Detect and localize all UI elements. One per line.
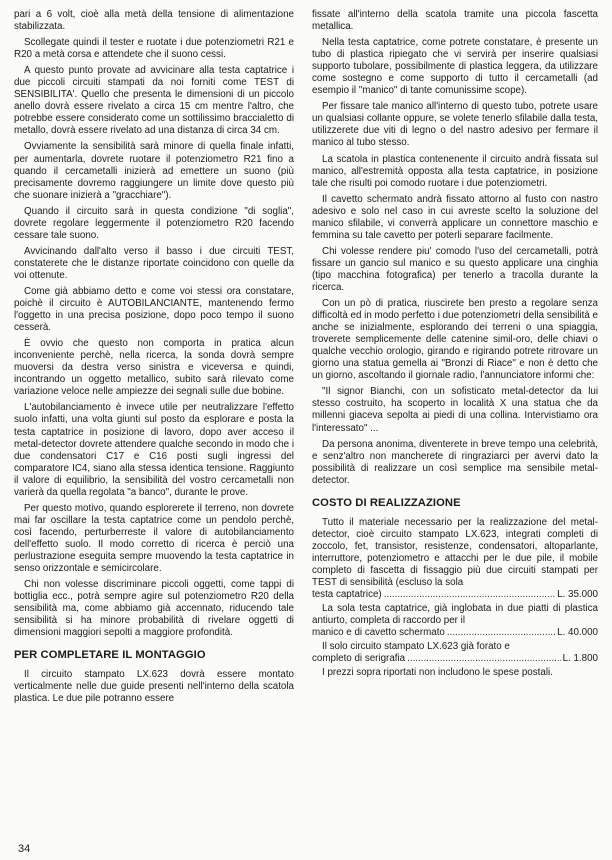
section-heading: PER COMPLETARE IL MONTAGGIO [14, 649, 206, 662]
paragraph: È ovvio che questo non comporta in pratica alcun inconveniente perchè, nella ricerca, la sonda dovrà sempre muoversi da destra verso sinistra e viceversa e quindi, incontrando un oggetto metallico, subito sarà rilevato come variazione veloce nelle ampiezze dei segnali sulle due bobine. [14, 338, 294, 398]
cost-item-price: L. 40.000 [557, 627, 598, 639]
cost-line [312, 627, 598, 639]
cost-line [312, 653, 598, 665]
cost-item-label: completo di serigrafia [312, 653, 406, 665]
cost-item-label: manico e di cavetto schermato [312, 627, 445, 639]
paragraph: Per questo motivo, quando esplorerete il terreno, non dovrete mai far oscillare la testa captatrice come un pendolo perchè, così facendo, perturberreste il valore di autobilanciamento dell'effetto suolo. Il modo corretto di ricerca è perciò una perlustrazione eseguita sempre muovendo la testa captatrice in senso orizzontale e semicircolare. [14, 502, 294, 575]
paragraph: Da persona anonima, diventerete in breve tempo una celebrità, e senz'altro non mancherete di ringraziarci per avervi dato la possibilità di realizzare un così semplice ma sensibile metal-detector. [312, 438, 598, 486]
paragraph: Ovviamente la sensibilità sarà minore di quella finale infatti, per aumentarla, dovrete ruotare il potenziometro R21 fino a quando il cercametalli inizierà ad emettere un suono (più precisamente dovremo raggiungere un limite dove questo più che suonare inizierà a "gracchiare"). [14, 141, 294, 201]
section-heading: COSTO DI REALIZZAZIONE [312, 496, 461, 509]
cost-intro: Tutto il materiale necessario per la realizzazione del metal-detector, cioè circuito stampato LX.623, integrati completi di zoccolo, fet, transistor, resistenze, condensatori, altoparlante, interruttore, potenziometro e attacchi per le due pile, il mobile completo di fascetta di fissaggio più due circuiti stampati per TEST di sensibilità (escluso la sola [312, 516, 598, 589]
paragraph: A questo punto provate ad avvicinare alla testa captatrice i due piccoli circuiti stampati da noi forniti come TEST di SENSIBILITA'. Quello che presenta le dimensioni di un piccolo anello dovrà essere rivelato a circa 15 cm mentre l'altro, che potrebbe essere considerato come un sottilissimo braccialetto di metallo, dovrà essere rivelato ad una distanza di circa 34 cm. [14, 65, 294, 137]
paragraph: Il circuito stampato LX.623 dovrà essere montato verticalmente nelle due guide presenti nell'interno della scatola plastica. Le due pile potranno essere [14, 669, 294, 705]
paragraph: Quando il circuito sarà in questa condizione "di soglia", dovrete regolare leggermente il potenziometro R20 facendo cessare tale suono. [14, 205, 294, 241]
paragraph: L'autobilanciamento è invece utile per neutralizzare l'effetto suolo infatti, una volta giunti sul posto da esplorare e posta la testa captatrice in posizione di lavoro, dopo aver acceso il metal-detector dovrete attendere qualche secondo in modo che i due condensatori C17 e C16 posti sugli ingressi del comparatore IC4, siano alla stessa identica tensione. Raggiunto il valore di equilibrio, la sensibilità del vostro cercametalli non varierà da quella regolata "a banco", durante le prove. [14, 402, 294, 498]
paragraph: Scollegate quindi il tester e ruotate i due potenziometri R21 e R20 a metà corsa e attendete che il suono cessi. [14, 37, 294, 61]
cost-item-price: L. 1.800 [562, 653, 598, 665]
paragraph: Nella testa captatrice, come potrete constatare, è presente un tubo di plastica ripiegato che vi servirà per inserire qualsiasi supporto tubolare, possibilmente di plastica leggera, da utilizzare come sostegno e come supporto di tutto il cercametalli (ad esempio il "manico" di tante comunissime scope). [312, 37, 598, 97]
dot-leader [407, 653, 560, 665]
dot-leader [447, 627, 555, 639]
dot-leader [384, 589, 555, 601]
paragraph: Avvicinando dall'alto verso il basso i due circuiti TEST, constaterete che le distanze riportate coincidono con quelle da voi ottenute. [14, 245, 294, 281]
quote-paragraph: "Il signor Bianchi, con un sofisticato metal-detector da lui stesso costruito, ha scoperto in località X una statua che da millenni giaceva sepolta ai piedi di una collina. Intervistiamo ora l'interessato" ... [312, 386, 598, 434]
paragraph: Per fissare tale manico all'interno di questo tubo, potrete usare un qualsiasi collante oppure, se volete tenerlo sfilabile dalla testa, utilizzerete due viti di legno o del nastro adesivo per fermare il manico al tubo stesso. [312, 101, 598, 149]
paragraph: fissate all'interno della scatola tramite una piccola fascetta metallica. [312, 9, 598, 33]
paragraph: Chi volesse rendere piu' comodo l'uso del cercametalli, potrà fissare un gancio sul manico e su questo applicare una cinghia (tipo macchina fotografica) per tenerlo a tracolla durante la ricerca. [312, 245, 598, 293]
page-number: 34 [18, 843, 31, 855]
cost-item-label: testa captatrice) [312, 589, 382, 601]
paragraph: Con un pò di pratica, riuscirete ben presto a regolare senza difficoltà ed in modo perfetto i due potenziometri della sensibilità e anche se inizialmente, esplorando dei terreni o una spiaggia, troverete semplicemente delle catenine simil-oro, delle chiavi o qualche vecchio orologio, girando e rigirando potrete ritrovare un giorno una statua gemella ai "Bronzi di Riace" e non è detto che un giorno, ascoltando il giornale radio, l'annunciatore informi che: [312, 298, 598, 382]
paragraph: pari a 6 volt, cioè alla metà della tensione di alimentazione stabilizzata. [14, 9, 294, 33]
cost-item-description: Il solo circuito stampato LX.623 già forato e [322, 641, 510, 653]
paragraph: Il cavetto schermato andrà fissato attorno al fusto con nastro adesivo e solo nel caso in cui avreste scelto la soluzione del manico sfilabile, vi converrà applicare un connettore maschio e femmina su tale cavetto per poterli separare facilmente. [312, 193, 598, 241]
price-note: I prezzi sopra riportati non includono le spese postali. [322, 667, 553, 679]
paragraph: La scatola in plastica contenenente il circuito andrà fissata sul manico, all'estremità opposta alla testa captatrice, in posizione tale che risulti poi comodo ruotare i due potenziometri. [312, 153, 598, 189]
right-column [312, 9, 598, 683]
cost-item-description: La sola testa captatrice, già inglobata in due piatti di plastica antiurto, completa di raccordo per il [312, 603, 598, 627]
left-column [14, 9, 294, 709]
cost-item-price: L. 35.000 [557, 589, 598, 601]
cost-line [312, 589, 598, 601]
paragraph: Chi non volesse discriminare piccoli oggetti, come tappi di bottiglia ecc., potrà sempre agire sul potenziometro R20 della sensibilità ma, come abbiamo già accennato, riducendo tale sensibilità si ha minore probabilità di rivelare oggetti di dimensioni maggiori sepolti a maggiore profondità. [14, 579, 294, 639]
paragraph: Come già abbiamo detto e come voi stessi ora constatare, poichè il circuito è AUTOBILANCIANTE, mantenendo fermo l'oggetto in una precisa posizione, dopo poco tempo il suono cesserà. [14, 285, 294, 334]
